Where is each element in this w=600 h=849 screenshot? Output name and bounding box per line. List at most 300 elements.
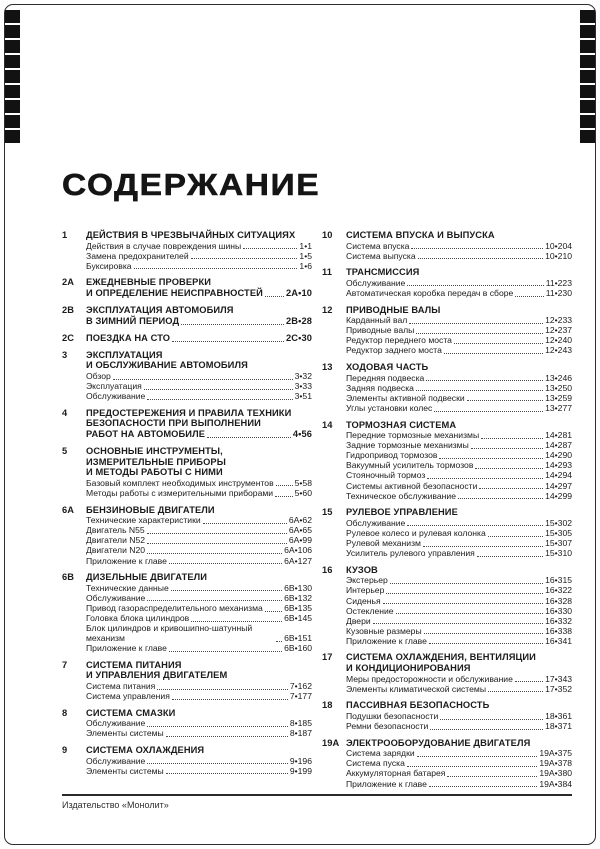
page-number: 14•297 [545, 480, 572, 491]
dot-leader [407, 525, 543, 526]
toc-item-label: Приложение к главе [86, 643, 167, 654]
dot-leader [191, 258, 298, 259]
toc-column-right [322, 230, 572, 795]
page-number: 6В•151 [284, 633, 312, 644]
toc-item-label: Передние тормозные механизмы [346, 430, 480, 441]
section-number: 5 [62, 446, 68, 457]
toc-item-label: Автоматическая коробка передач в сборе [346, 287, 514, 298]
page-number: 8•187 [289, 728, 312, 739]
toc-item [322, 758, 572, 768]
toc-section [322, 700, 572, 731]
section-title: СИСТЕМА СМАЗКИ [86, 707, 176, 718]
toc-item-label: Головка блока цилиндров [86, 613, 190, 623]
dot-leader [386, 593, 543, 594]
dot-leader [429, 786, 537, 787]
toc-item-label: Вакуумный усилитель тормозов [346, 460, 474, 471]
toc-item [62, 766, 312, 776]
toc-item [322, 278, 572, 288]
toc-item [62, 261, 312, 271]
chapter-tab [5, 55, 20, 68]
toc-item-label: Задняя подвеска [346, 382, 414, 393]
toc-item [322, 721, 572, 731]
section-number: 18 [322, 700, 333, 711]
toc-section-heading-line [62, 360, 312, 371]
toc-item-label: Элементы системы [86, 765, 164, 776]
toc-item-label: Двигатели N52 [86, 535, 146, 546]
dot-leader [147, 726, 288, 727]
toc-item-label: Система впуска [346, 240, 410, 251]
dot-leader [423, 546, 543, 547]
toc-item [62, 535, 312, 545]
dot-leader [243, 248, 297, 249]
toc-section-heading-line [62, 670, 312, 681]
page-number: 9•199 [289, 765, 312, 776]
page-number: 13•250 [545, 382, 572, 393]
toc-item [62, 643, 312, 653]
toc-item [62, 681, 312, 691]
dot-leader [207, 437, 291, 438]
dot-leader [172, 341, 284, 342]
page-title: СОДЕРЖАНИЕ [62, 167, 321, 202]
dot-leader [191, 621, 282, 622]
chapter-index-tabs-right [580, 10, 595, 145]
page-number: 7•177 [289, 691, 312, 702]
dot-leader [147, 543, 287, 544]
section-number: 2В [62, 305, 75, 316]
chapter-tab [5, 25, 20, 38]
chapter-index-tabs-left [5, 10, 20, 145]
dot-leader [479, 488, 543, 489]
toc-item-label: Углы установки колес [346, 402, 433, 413]
page-number: 15•307 [545, 538, 572, 549]
section-title: ЭЛЕКТРООБОРУДОВАНИЕ ДВИГАТЕЛЯ [346, 737, 531, 748]
chapter-tab [580, 85, 595, 98]
dot-leader [396, 613, 544, 614]
section-title: СИСТЕМА ОХЛАЖДЕНИЯ [86, 745, 205, 756]
toc-item [322, 383, 572, 393]
toc-section [322, 738, 572, 789]
dot-leader [166, 736, 288, 737]
dot-leader [515, 296, 543, 297]
toc-section-heading-line [322, 267, 572, 278]
toc-item [322, 616, 572, 626]
dot-leader [276, 641, 282, 642]
page-number: 19А•384 [539, 778, 572, 789]
dot-leader [147, 600, 282, 601]
page-number: 13•246 [545, 372, 572, 383]
page-number: 7•162 [289, 681, 312, 692]
toc-item-label: Системы активной безопасности [346, 480, 478, 491]
page-number: 13•259 [545, 392, 572, 403]
page-number: 16•338 [545, 625, 572, 636]
toc-item [322, 684, 572, 694]
section-title: СИСТЕМА ВПУСКА И ВЫПУСКА [346, 230, 495, 240]
toc-section-heading-line [62, 467, 312, 478]
page-number: 19А•378 [539, 758, 572, 769]
page-number: 16•322 [545, 585, 572, 596]
chapter-tab [5, 70, 20, 83]
toc-item-label: Ремни безопасности [346, 721, 429, 732]
toc-section-heading-line [62, 333, 312, 344]
toc-section [322, 362, 572, 413]
toc-section-heading-line [62, 418, 312, 429]
toc-item-label: Стояночный тормоз [346, 470, 426, 481]
section-title: ЭКСПЛУАТАЦИЯ [86, 349, 163, 360]
dot-leader [444, 353, 543, 354]
page-number: 6А•106 [284, 545, 312, 556]
toc-item [62, 525, 312, 535]
section-title: И КОНДИЦИОНИРОВАНИЯ [346, 663, 471, 674]
toc-item [62, 241, 312, 251]
toc-item [322, 575, 572, 585]
dot-leader [113, 379, 293, 380]
toc-item [322, 325, 572, 335]
toc-section-heading-line [322, 362, 572, 373]
section-title: ЭКСПЛУАТАЦИЯ АВТОМОБИЛЯ [86, 305, 234, 316]
page-number: 4•56 [292, 429, 312, 439]
dot-leader [429, 643, 543, 644]
section-number: 13 [322, 362, 333, 373]
page-number: 6А•127 [284, 555, 312, 566]
toc-item [322, 491, 572, 501]
page-number: 3•32 [294, 371, 312, 382]
section-title: ТОРМОЗНАЯ СИСТЕМА [346, 419, 457, 430]
dot-leader [416, 333, 543, 334]
page-number: 5•60 [294, 487, 312, 498]
section-title: БЕЗОПАСНОСТИ ПРИ ВЫПОЛНЕНИИ [86, 418, 261, 429]
toc-item [62, 603, 312, 613]
toc-item [62, 728, 312, 738]
toc-section [322, 267, 572, 298]
section-number: 9 [62, 745, 68, 756]
toc-section [322, 565, 572, 646]
chapter-tab [580, 115, 595, 128]
chapter-tab [580, 130, 595, 143]
toc-item-label: Обслуживание [346, 277, 406, 288]
toc-item-label: Приложение к главе [86, 555, 167, 566]
toc-item-label: Остекление [346, 605, 394, 616]
toc-item [62, 488, 312, 498]
toc-item-label: Элементы активной подвески [346, 392, 465, 403]
toc-section [62, 305, 312, 326]
dot-leader [424, 633, 543, 634]
toc-section [62, 350, 312, 401]
toc-item [322, 636, 572, 646]
toc-item [62, 593, 312, 603]
chapter-tab [580, 100, 595, 113]
toc-item [322, 315, 572, 325]
publisher-label: Издательство «Монолит» [62, 800, 169, 810]
page-number: 6А•99 [288, 535, 312, 546]
dot-leader [171, 590, 282, 591]
section-number: 8 [62, 707, 68, 718]
page-number: 11•230 [545, 287, 572, 298]
page-number: 2В•28 [286, 315, 312, 326]
toc-item-label: Технические характеристики [86, 515, 201, 526]
dot-leader [488, 691, 543, 692]
toc-item [62, 691, 312, 701]
toc-item-label: Аккумуляторная батарея [346, 768, 446, 779]
dot-leader [147, 763, 288, 764]
section-number: 6В [62, 572, 75, 583]
toc-item [322, 711, 572, 721]
page-number: 16•341 [545, 635, 572, 646]
page-number: 16•330 [545, 605, 572, 616]
dot-leader [172, 699, 288, 700]
dot-leader [467, 400, 543, 401]
toc-item [322, 585, 572, 595]
toc-item-label: Рулевой механизм [346, 538, 421, 549]
dot-leader [427, 478, 543, 479]
toc-item [62, 718, 312, 728]
section-number: 15 [322, 507, 333, 518]
dot-leader [147, 533, 287, 534]
toc-section-heading-line [322, 507, 572, 518]
toc-item-label: Передняя подвеска [346, 372, 425, 383]
toc-item-label: Кузовные размеры [346, 625, 422, 636]
toc-section-heading-line [62, 660, 312, 671]
toc-item-label: Карданный вал [346, 315, 408, 326]
dot-leader [434, 411, 543, 412]
toc-item-label: Буксировка [86, 260, 132, 271]
dot-leader [409, 323, 543, 324]
toc-item [62, 391, 312, 401]
toc-item [322, 251, 572, 261]
toc-section [322, 652, 572, 693]
toc-item-label: Обслуживание [346, 517, 406, 528]
dot-leader [407, 766, 537, 767]
page-number: 8•185 [289, 718, 312, 729]
page-number: 1•1 [299, 240, 312, 251]
page-number: 16•328 [545, 595, 572, 606]
page-number: 14•281 [545, 430, 572, 441]
dot-leader [439, 458, 543, 459]
toc-item-label: Двери [346, 615, 371, 626]
section-title: ПОЕЗДКА НА СТО [86, 332, 171, 343]
toc-item [322, 241, 572, 251]
toc-item-label: Редуктор переднего моста [346, 335, 452, 346]
section-title: РУЛЕВОЕ УПРАВЛЕНИЕ [346, 507, 458, 518]
section-number: 2С [62, 332, 75, 343]
toc-section-heading-line [62, 708, 312, 719]
section-title: ЕЖЕДНЕВНЫЕ ПРОВЕРКИ [86, 277, 212, 288]
toc-column-left [62, 230, 312, 795]
toc-item [322, 674, 572, 684]
page-number: 19А•375 [539, 748, 572, 759]
dot-leader [275, 496, 293, 497]
section-title: В ЗИМНИЙ ПЕРИОД [86, 315, 180, 326]
toc-item [322, 460, 572, 470]
page-number: 6В•130 [284, 582, 312, 593]
section-number: 4 [62, 407, 68, 418]
toc-section-heading-line [62, 457, 312, 468]
section-number: 19А [322, 737, 340, 748]
toc-item [62, 371, 312, 381]
toc-item [322, 288, 572, 298]
page-number: 10•210 [545, 250, 572, 261]
dot-leader [426, 380, 543, 381]
page-number: 1•5 [299, 250, 312, 261]
toc-section [322, 507, 572, 558]
page-number: 2С•30 [286, 332, 312, 343]
toc-item [322, 596, 572, 606]
page-number: 6В•160 [284, 643, 312, 654]
dot-leader [488, 536, 543, 537]
chapter-tab [580, 40, 595, 53]
toc-item-label: Интерьер [346, 585, 385, 596]
dot-leader [276, 485, 293, 486]
page-number: 9•196 [289, 755, 312, 766]
dot-leader [390, 583, 543, 584]
toc-section-heading-line [62, 230, 312, 241]
dot-leader [440, 719, 543, 720]
section-title: И ОПРЕДЕЛЕНИЕ НЕИСПРАВНОСТЕЙ [86, 287, 263, 298]
page-number: 14•299 [545, 490, 572, 501]
toc-item [322, 518, 572, 528]
toc-section-heading-line [322, 652, 572, 663]
toc-item [322, 748, 572, 758]
chapter-tab [580, 25, 595, 38]
section-number: 14 [322, 419, 333, 430]
toc-item [322, 768, 572, 778]
toc-item-label: Замена предохранителей [86, 250, 189, 261]
section-title: ТРАНСМИССИЯ [346, 267, 420, 278]
section-title: РАБОТ НА АВТОМОБИЛЕ [86, 429, 206, 439]
dot-leader [144, 389, 293, 390]
toc-item [322, 345, 572, 355]
page-number: 6А•62 [288, 515, 312, 526]
toc-item-label: Обслуживание [86, 718, 146, 729]
toc-item-label: Экстерьер [346, 575, 388, 586]
toc-item-label: Система выпуска [346, 250, 416, 261]
toc-item [322, 373, 572, 383]
section-title: И МЕТОДЫ РАБОТЫ С НИМИ [86, 467, 223, 478]
page-number: 17•343 [545, 673, 572, 684]
toc-section [62, 446, 312, 498]
toc-item [322, 393, 572, 403]
dot-leader [169, 651, 282, 652]
toc-item-label: Элементы системы [86, 728, 164, 739]
toc-item-label: Редуктор заднего моста [346, 345, 442, 356]
page-number: 2А•10 [286, 287, 312, 298]
page-number: 15•310 [545, 548, 572, 559]
toc-item-label: Рулевое колесо и рулевая колонка [346, 527, 486, 538]
dot-leader [203, 523, 287, 524]
toc-section-heading-line [62, 446, 312, 457]
section-title: КУЗОВ [346, 564, 378, 575]
page-number: 12•240 [545, 335, 572, 346]
toc-item-label: Техническое обслуживание [346, 490, 456, 501]
toc-item-label: Базовый комплект необходимых инструментов [86, 477, 274, 488]
toc-section [62, 708, 312, 739]
toc-item-label: Двигатели N20 [86, 545, 146, 556]
section-title: ПРЕДОСТЕРЕЖЕНИЯ И ПРАВИЛА ТЕХНИКИ [86, 407, 292, 418]
toc-section-heading-line [62, 429, 312, 440]
toc-item-label: Обслуживание [86, 592, 146, 603]
section-number: 3 [62, 349, 68, 360]
dot-leader [147, 399, 292, 400]
dot-leader [411, 248, 543, 249]
toc-item [322, 779, 572, 789]
section-number: 6А [62, 504, 75, 515]
page-number: 13•277 [545, 402, 572, 413]
toc-item-label: Сиденья [346, 595, 381, 606]
section-number: 16 [322, 564, 333, 575]
toc-item-label: Система пуска [346, 758, 405, 769]
chapter-tab [5, 10, 20, 23]
toc-item-label: Приложение к главе [346, 778, 427, 789]
section-number: 10 [322, 230, 333, 240]
page-number: 14•294 [545, 470, 572, 481]
toc-section [62, 408, 312, 440]
toc-item-label: Система зарядки [346, 748, 415, 759]
page-number: 18•371 [545, 721, 572, 732]
page-number: 11•223 [545, 277, 572, 288]
toc-item-label: Технические данные [86, 582, 169, 593]
toc-section-heading-line [322, 230, 572, 241]
toc-section [62, 572, 312, 653]
page-number: 10•204 [545, 240, 572, 251]
toc-item [62, 381, 312, 391]
toc-item-label: Блок цилиндров и кривошипно-шатунный механизм [86, 623, 253, 644]
chapter-tab [580, 55, 595, 68]
section-number: 12 [322, 304, 333, 315]
toc-item [62, 613, 312, 623]
dot-leader [447, 776, 537, 777]
page-number: 6А•65 [288, 525, 312, 536]
page-number: 18•361 [545, 710, 572, 721]
dot-leader [407, 285, 543, 286]
section-title: ДЕЙСТВИЯ В ЧРЕЗВЫЧАЙНЫХ СИТУАЦИЯХ [86, 230, 296, 240]
toc-section [62, 277, 312, 298]
toc-item [322, 528, 572, 538]
section-title: ИЗМЕРИТЕЛЬНЫЕ ПРИБОРЫ [86, 456, 226, 467]
toc-section-heading-line [62, 572, 312, 583]
toc-item [62, 556, 312, 566]
section-title: ДИЗЕЛЬНЫЕ ДВИГАТЕЛИ [86, 572, 208, 583]
toc-section [322, 230, 572, 261]
page-number: 14•287 [545, 440, 572, 451]
section-title: СИСТЕМА ПИТАНИЯ [86, 659, 182, 670]
section-title: БЕНЗИНОВЫЕ ДВИГАТЕЛИ [86, 504, 215, 515]
page-number: 17•352 [545, 683, 572, 694]
section-title: И ОБСЛУЖИВАНИЕ АВТОМОБИЛЯ [86, 360, 248, 371]
chapter-tab [5, 85, 20, 98]
toc-section-heading-line [62, 505, 312, 516]
toc-section [62, 230, 312, 271]
toc-item [322, 606, 572, 616]
toc-section [322, 420, 572, 501]
toc-section-heading-line [62, 288, 312, 299]
toc-section-heading-line [62, 277, 312, 288]
toc-item-label: Методы работы с измерительными приборами [86, 487, 274, 498]
toc-item-label: Действия в случае повреждения шины [86, 240, 242, 251]
toc-item [62, 545, 312, 555]
toc-section [322, 305, 572, 356]
toc-item-label: Приводные валы [346, 325, 415, 336]
toc-item-label: Обзор [86, 371, 111, 382]
toc-item [62, 515, 312, 525]
toc-section-heading-line [62, 745, 312, 756]
page-number: 12•243 [545, 345, 572, 356]
toc-item [62, 756, 312, 766]
toc-section [62, 660, 312, 701]
toc-item-label: Приложение к главе [346, 635, 427, 646]
dot-leader [477, 556, 543, 557]
page-number: 12•237 [545, 325, 572, 336]
toc-section-heading-line [62, 305, 312, 316]
dot-leader [134, 268, 298, 269]
